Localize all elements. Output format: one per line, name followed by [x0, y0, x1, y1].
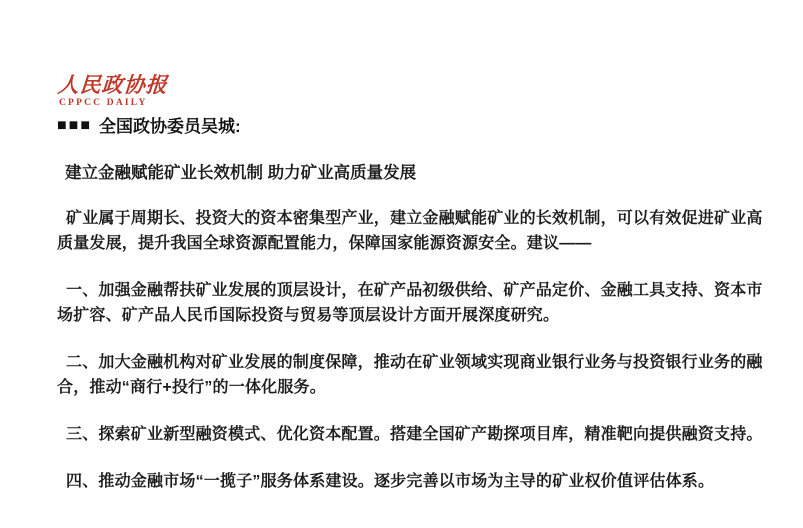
article-content — [57, 74, 767, 494]
byline-squares-icon: ■■■ — [57, 117, 92, 134]
byline — [57, 116, 767, 138]
byline-label: 全国政协委员吴城: — [99, 117, 241, 136]
paragraph: 三、探索矿业新型融资模式、优化资本配置。搭建全国矿产勘探项目库，精准靶向提供融资支持。 — [66, 426, 763, 443]
article-body — [57, 206, 767, 494]
paragraph: 一、加强金融帮扶矿业发展的顶层设计，在矿产品初级供给、矿产品定价、金融工具支持、资本市场扩容、矿产品人民币国际投资与贸易等顶层设计方面开展深度研究。 — [57, 282, 763, 324]
paragraph: 矿业属于周期长、投资大的资本密集型产业，建立金融赋能矿业的长效机制，可以有效促进矿业高质量发展，提升我国全球资源配置能力，保障国家能源资源安全。建议—— — [57, 210, 763, 252]
paragraph: 二、加大金融机构对矿业发展的制度保障，推动在矿业领域实现商业银行业务与投资银行业务的融合，推动“商行+投行”的一体化服务。 — [57, 354, 763, 396]
cppcc-daily-logo — [57, 74, 767, 108]
paragraph: 四、推动金融市场“一揽子”服务体系建设。逐步完善以市场为主导的矿业权价值评估体系。 — [66, 473, 715, 490]
logo-subtitle-text: CPPCC DAILY — [59, 98, 148, 108]
logo-calligraphy-text: 人民政协报 — [56, 72, 169, 97]
article-title: 建立金融赋能矿业长效机制 助力矿业高质量发展 — [65, 164, 417, 182]
